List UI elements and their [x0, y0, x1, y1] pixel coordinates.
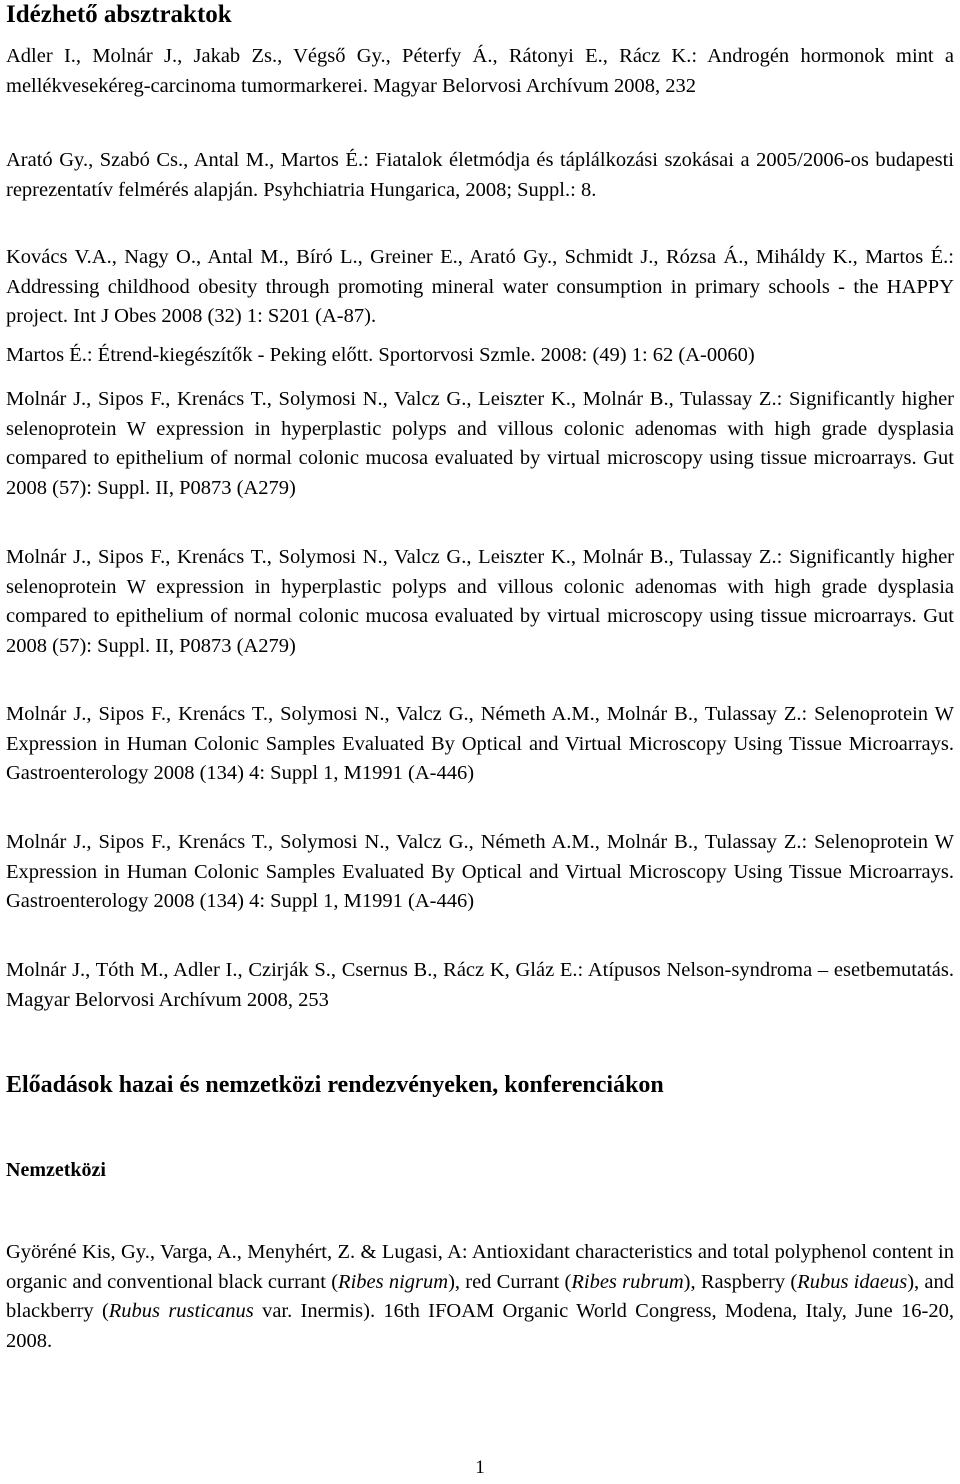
- citation-entry: Molnár J., Sipos F., Krenács T., Solymosi N., Valcz G., Németh A.M., Molnár B., Tulassay Z.: Selenoprotein W Expression in Human Colonic Samples Evaluated By Optical and Virtual Microscopy Using Tissue Microarrays. Gastroenterology 2008 (134) 4: Suppl 1, M1991 (A-446): [6, 831, 954, 912]
- presentation-entry: [6, 1238, 954, 1356]
- entry-text: ), Raspberry (: [683, 1270, 798, 1293]
- entry-text: ), red Currant (: [448, 1270, 572, 1293]
- entry-text: ), and blackberry (: [6, 1270, 954, 1322]
- page-title: Idézhető absztraktok: [6, 1, 232, 28]
- citation-entry: Arató Gy., Szabó Cs., Antal M., Martos É.: Fiatalok életmódja és táplálkozási szokásai a 2005/2006-os budapesti reprezentatív felmérés alapján. Psyhchiatria Hungarica, 2008; Suppl.: 8.: [6, 149, 954, 201]
- subsection-heading: Nemzetközi: [6, 1159, 106, 1181]
- citation-entry: Molnár J., Tóth M., Adler I., Czirják S., Csernus B., Rácz K, Gláz E.: Atípusos Nelson-syndroma – esetbemutatás. Magyar Belorvosi Archívum 2008, 253: [6, 959, 954, 1011]
- species-name: Rubus rusticanus: [108, 1300, 254, 1322]
- species-name: Ribes rubrum: [571, 1270, 684, 1293]
- section-heading: Előadások hazai és nemzetközi rendezvényeken, konferenciákon: [6, 1072, 664, 1098]
- species-name: Rubus idaeus: [797, 1270, 908, 1293]
- species-name: Ribes nigrum: [338, 1270, 449, 1293]
- page-number: 1: [475, 1457, 485, 1478]
- citation-entry: Adler I., Molnár J., Jakab Zs., Végső Gy., Péterfy Á., Rátonyi E., Rácz K.: Androgén hormonok mint a mellékvesekéreg-carcinoma tumormarkerei. Magyar Belorvosi Archívum 2008, 232: [6, 45, 954, 97]
- citation-entry: Kovács V.A., Nagy O., Antal M., Bíró L., Greiner E., Arató Gy., Schmidt J., Rózsa Á., Miháldy K., Martos É.: Addressing childhood obesity through promoting mineral water consumption in primary schools - the HAPPY project. Int J Obes 2008 (32) 1: S201 (A-87).: [6, 246, 954, 327]
- entry-text: var. Inermis). 16th IFOAM Organic World Congress, Modena, Italy, June 16-20, 2008.: [6, 1300, 954, 1352]
- citation-entry: Molnár J., Sipos F., Krenács T., Solymosi N., Valcz G., Leiszter K., Molnár B., Tulassay Z.: Significantly higher selenoprotein W expression in hyperplastic polyps and villous colonic adenomas with high grade dysplasia compared to epithelium of normal colonic mucosa evaluated by virtual microscopy using tissue microarrays. Gut 2008 (57): Suppl. II, P0873 (A279): [6, 388, 954, 499]
- citation-entry: Molnár J., Sipos F., Krenács T., Solymosi N., Valcz G., Németh A.M., Molnár B., Tulassay Z.: Selenoprotein W Expression in Human Colonic Samples Evaluated By Optical and Virtual Microscopy Using Tissue Microarrays. Gastroenterology 2008 (134) 4: Suppl 1, M1991 (A-446): [6, 703, 954, 784]
- citation-entry: Martos É.: Étrend-kiegészítők - Peking előtt. Sportorvosi Szmle. 2008: (49) 1: 62 (A-0060): [6, 344, 755, 366]
- citation-entry: Molnár J., Sipos F., Krenács T., Solymosi N., Valcz G., Leiszter K., Molnár B., Tulassay Z.: Significantly higher selenoprotein W expression in hyperplastic polyps and villous colonic adenomas with high grade dysplasia compared to epithelium of normal colonic mucosa evaluated by virtual microscopy using tissue microarrays. Gut 2008 (57): Suppl. II, P0873 (A279): [6, 546, 954, 657]
- entry-text: Györéné Kis, Gy., Varga, A., Menyhért, Z. & Lugasi, A: Antioxidant characteristics and total polyphenol content in organic and conventional black currant (: [6, 1241, 954, 1293]
